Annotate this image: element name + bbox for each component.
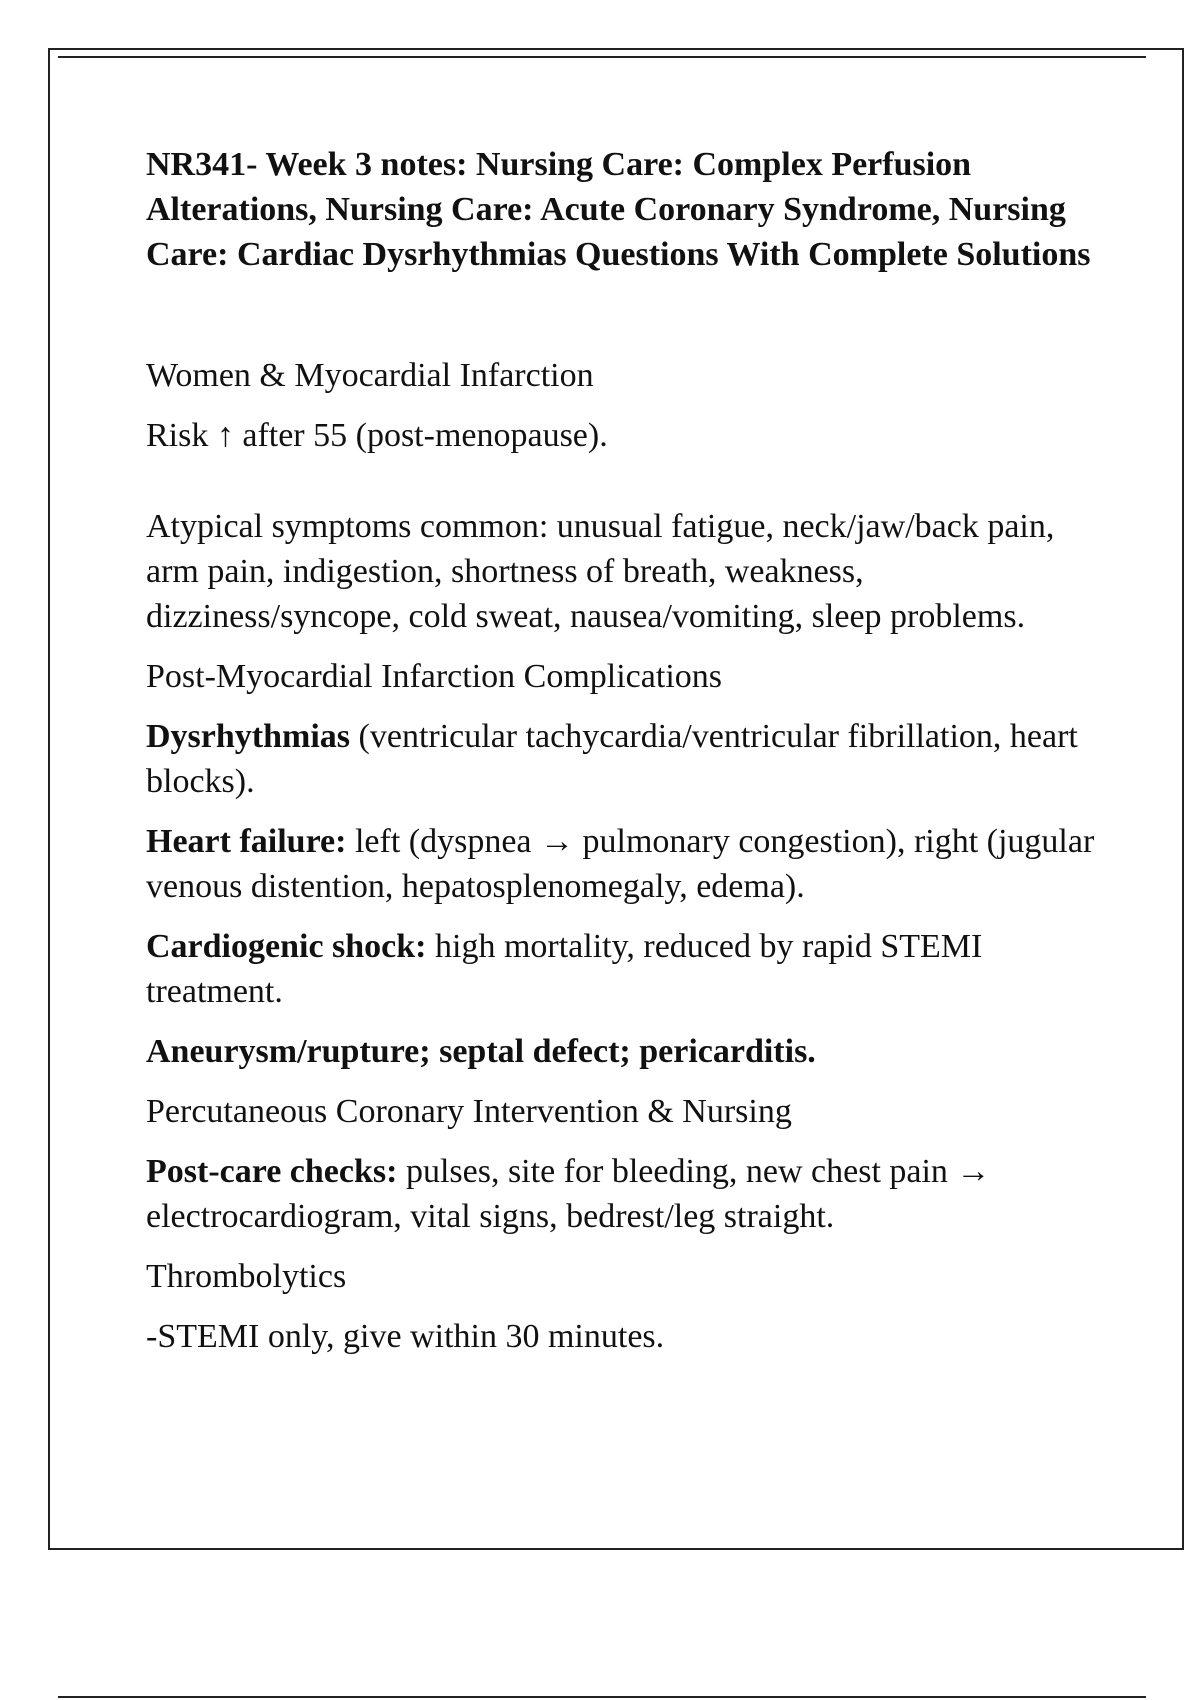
post-care-label: Post-care checks:	[146, 1153, 398, 1190]
cardiogenic-shock-item	[146, 924, 1106, 1014]
post-care-item	[146, 1149, 1106, 1239]
footer-rule	[58, 1696, 1146, 1698]
post-care-text: pulses, site for bleeding, new chest pain → electrocardiogram, vital signs, bedrest/leg straight.	[146, 1153, 991, 1235]
section-heading-women-mi: Women & Myocardial Infarction	[146, 357, 594, 394]
dysrhythmias-item	[146, 714, 1106, 804]
cardiogenic-shock-text: high mortality, reduced by rapid STEMI treatment.	[146, 928, 983, 1010]
section-heading-thrombolytics: Thrombolytics	[146, 1258, 347, 1295]
dysrhythmias-label: Dysrhythmias	[146, 718, 351, 755]
heart-failure-text: left (dyspnea → pulmonary congestion), right (jugular venous distention, hepatosplenomegaly, edema).	[146, 823, 1095, 905]
section-heading-pci: Percutaneous Coronary Intervention & Nursing	[146, 1093, 792, 1130]
document-body	[146, 142, 1106, 1374]
risk-line: Risk ↑ after 55 (post-menopause).	[146, 417, 608, 454]
heart-failure-label: Heart failure:	[146, 823, 347, 860]
atypical-symptoms: Atypical symptoms common: unusual fatigue, neck/jaw/back pain, arm pain, indigestion, shortness of breath, weakness, dizziness/syncope, cold sweat, nausea/vomiting, sleep problems.	[146, 508, 1055, 635]
cardiogenic-shock-label: Cardiogenic shock:	[146, 928, 427, 965]
section-heading-post-mi: Post-Myocardial Infarction Complications	[146, 658, 722, 695]
document-title: NR341- Week 3 notes: Nursing Care: Complex Perfusion Alterations, Nursing Care: Acute Coronary Syndrome, Nursing Care: Cardiac Dysrhythmias Questions With Complete Solutions	[146, 146, 1091, 273]
other-complications: Aneurysm/rupture; septal defect; pericarditis.	[146, 1033, 816, 1070]
header-rule	[58, 56, 1146, 58]
thrombolytics-note: -STEMI only, give within 30 minutes.	[146, 1318, 665, 1355]
dysrhythmias-text: (ventricular tachycardia/ventricular fibrillation, heart blocks).	[146, 718, 1078, 800]
heart-failure-item	[146, 819, 1106, 909]
